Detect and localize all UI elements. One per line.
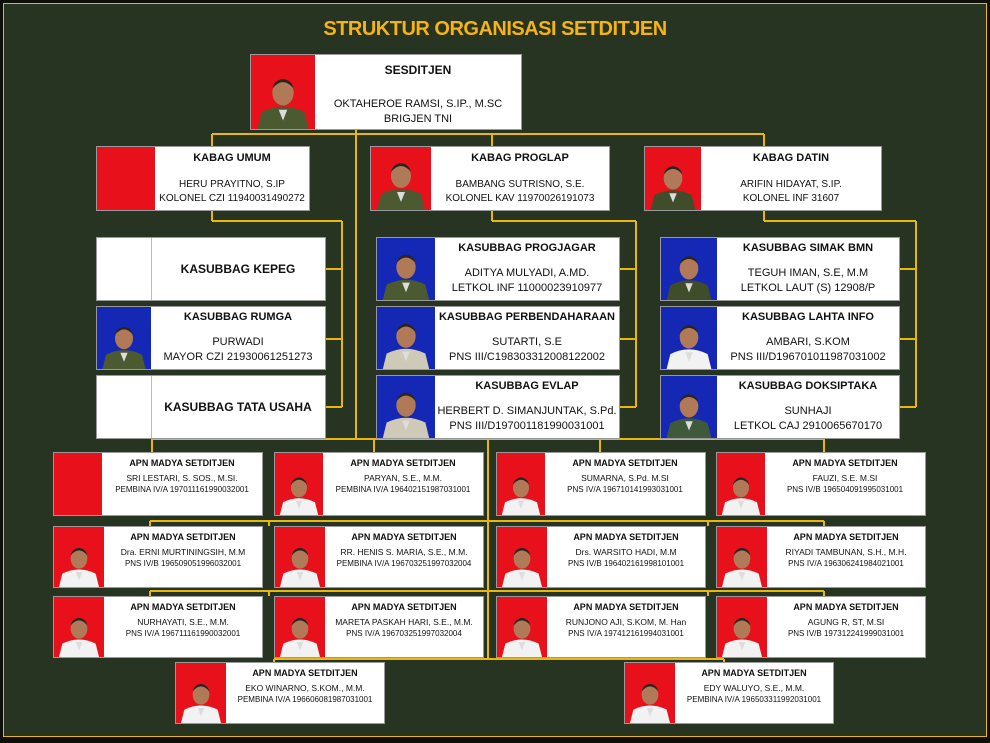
portrait-photo: [661, 307, 717, 369]
person-info: [547, 597, 705, 657]
person-info: [315, 55, 521, 129]
box-kasubbag-lahta-info: [660, 306, 900, 370]
person-info: [155, 147, 309, 210]
person-name: HERU PRAYITNO, S.IP: [179, 179, 285, 190]
person-info: [701, 147, 881, 210]
person-name: ARIFIN HIDAYAT, S.IP.: [740, 179, 842, 190]
box-kasubbag-progjagar: [376, 237, 620, 301]
portrait-photo: [645, 147, 701, 210]
person-name: PURWADI: [212, 336, 264, 348]
position-label: APN MADYA SETDITJEN: [350, 458, 456, 468]
portrait-photo: [371, 147, 431, 210]
position-label: APN MADYA SETDITJEN: [573, 602, 679, 612]
position-label: APN MADYA SETDITJEN: [701, 668, 807, 678]
person-rank: PNS IV/B 196402161998101001: [567, 559, 685, 568]
person-name: FAUZI, S.E. M.SI: [812, 473, 878, 483]
person-info: [102, 453, 262, 515]
position-label: APN MADYA SETDITJEN: [793, 532, 899, 542]
person-name: SUNHAJI: [784, 405, 832, 417]
person-rank: PNS IV/A 196711161990032001: [125, 629, 241, 638]
person-rank: PNS III/D196701011987031002: [730, 351, 886, 363]
position-label: APN MADYA SETDITJEN: [793, 602, 899, 612]
person-name: OKTAHEROE RAMSI, S.IP., M.SC: [333, 98, 503, 110]
person-info: [431, 147, 609, 210]
portrait-photo: [275, 527, 325, 587]
person-rank: MAYOR CZI 21930061251273: [163, 351, 313, 363]
portrait-photo: [717, 597, 767, 657]
person-rank: PNS IV/A 196306241984021001: [788, 559, 904, 568]
person-info: [325, 597, 483, 657]
person-info: [104, 527, 262, 587]
person-info: [767, 527, 925, 587]
position-label: KABAG PROGLAP: [471, 152, 569, 164]
position-label: KASUBBAG PROGJAGAR: [458, 242, 596, 254]
box-apn-5: [53, 526, 263, 588]
portrait-photo: [97, 307, 151, 369]
box-apn-8: [716, 526, 926, 588]
position-label: KABAG UMUM: [193, 152, 271, 164]
person-rank: PNS IV/B 196504091995031001: [786, 485, 904, 494]
box-apn-12: [716, 596, 926, 658]
position-label: APN MADYA SETDITJEN: [130, 532, 236, 542]
position-label: KASUBBAG EVLAP: [475, 380, 579, 392]
person-rank: KOLONEL KAV 11970026191073: [445, 193, 595, 204]
box-kasubbag-perbendaharaan: [376, 306, 620, 370]
box-kabag-umum: [96, 146, 310, 211]
person-rank: BRIGJEN TNI: [383, 113, 453, 125]
person-rank: PEMBINA IV/A 196402151987031001: [335, 485, 471, 494]
person-name: PARYAN, S.E., M.M.: [364, 473, 442, 483]
position-label: APN MADYA SETDITJEN: [573, 532, 679, 542]
box-apn-11: [496, 596, 706, 658]
box-sesditjen: [250, 54, 522, 130]
box-apn-9: [53, 596, 263, 658]
person-info: [325, 527, 483, 587]
person-rank: PEMBINA IV/A 196606081987031001: [237, 695, 373, 704]
position-label: KASUBBAG KEPEG: [180, 262, 296, 276]
portrait-photo: [54, 527, 104, 587]
person-name: RUNJONO AJI, S.KOM, M. Han: [565, 617, 687, 627]
position-label: APN MADYA SETDITJEN: [351, 602, 457, 612]
portrait-photo: [625, 663, 675, 723]
position-label: APN MADYA SETDITJEN: [252, 668, 358, 678]
portrait-photo: [251, 55, 315, 129]
person-rank: PNS III/D197001181990031001: [449, 420, 605, 432]
person-info: [767, 597, 925, 657]
person-rank: PNS IV/A 197412161994031001: [568, 629, 684, 638]
portrait-photo: [497, 597, 547, 657]
box-apn-3: [496, 452, 706, 516]
person-info: [547, 527, 705, 587]
person-rank: PNS IV/A 196710141993031001: [567, 485, 683, 494]
person-rank: PEMBINA IV/A 196503311992031001: [686, 695, 822, 704]
person-name: MARETA PASKAH HARI, S.E., M.M.: [335, 617, 473, 627]
position-label: KASUBBAG PERBENDAHARAAN: [438, 311, 615, 323]
position-label: KABAG DATIN: [752, 152, 830, 164]
position-label: APN MADYA SETDITJEN: [351, 532, 457, 542]
box-kasubbag-doksiptaka: [660, 375, 900, 439]
person-name: BAMBANG SUTRISNO, S.E.: [455, 179, 585, 190]
box-kasubbag-tata-usaha: [96, 375, 326, 439]
person-info: [151, 376, 325, 438]
portrait-photo: [176, 663, 226, 723]
box-apn-14: [624, 662, 834, 724]
position-label: KASUBBAG SIMAK BMN: [742, 242, 874, 254]
person-name: ADITYA MULYADI, A.MD.: [464, 267, 590, 279]
person-name: AGUNG R, ST, M.SI: [807, 617, 885, 627]
portrait-photo: [275, 453, 323, 515]
person-rank: PNS IV/B 197312241999031001: [787, 629, 905, 638]
position-label: KASUBBAG RUMGA: [183, 311, 293, 323]
box-kasubbag-kepeg: [96, 237, 326, 301]
person-info: [151, 307, 325, 369]
box-apn-4: [716, 452, 926, 516]
person-info: [717, 376, 899, 438]
person-name: AMBARI, S.KOM: [766, 336, 850, 348]
portrait-photo: [54, 453, 102, 515]
person-rank: PNS IV/A 196703251997032004: [346, 629, 462, 638]
portrait-photo: [54, 597, 104, 657]
person-rank: KOLONEL INF 31607: [742, 193, 840, 204]
position-label: KASUBBAG DOKSIPTAKA: [738, 380, 878, 392]
portrait-photo: [377, 307, 435, 369]
portrait-photo: [275, 597, 325, 657]
portrait-photo: [661, 238, 717, 300]
position-label: APN MADYA SETDITJEN: [130, 602, 236, 612]
box-kasubbag-evlap: [376, 375, 620, 439]
person-info: [675, 663, 833, 723]
box-apn-6: [274, 526, 484, 588]
box-kasubbag-simak-bmn: [660, 237, 900, 301]
person-name: Drs. WARSITO HADI, M.M: [575, 547, 677, 557]
person-name: TEGUH IMAN, S.E, M.M: [747, 267, 869, 279]
box-kabag-proglap: [370, 146, 610, 211]
person-name: SUTARTI, S.E: [492, 336, 562, 348]
person-info: [104, 597, 262, 657]
person-rank: LETKOL CAJ 2910065670170: [733, 420, 883, 432]
org-chart: [3, 3, 987, 737]
position-label: APN MADYA SETDITJEN: [129, 458, 235, 468]
position-label: SESDITJEN: [384, 63, 452, 77]
box-apn-1: [53, 452, 263, 516]
portrait-photo: [497, 527, 547, 587]
person-name: EDY WALUYO, S.E., M.M.: [703, 683, 805, 693]
person-rank: PEMBINA IV/A 196703251997032004: [336, 559, 472, 568]
position-label: KASUBBAG TATA USAHA: [164, 400, 312, 414]
portrait-photo: [377, 238, 435, 300]
portrait-photo: [717, 527, 767, 587]
position-label: APN MADYA SETDITJEN: [792, 458, 898, 468]
chart-title: STRUKTUR ORGANISASI SETDITJEN: [323, 18, 667, 40]
person-info: [765, 453, 925, 515]
person-info: [151, 238, 325, 300]
portrait-photo: [717, 453, 765, 515]
position-label: KASUBBAG LAHTA INFO: [742, 311, 874, 323]
person-name: HERBERT D. SIMANJUNTAK, S.Pd.: [437, 405, 617, 417]
person-info: [717, 307, 899, 369]
person-rank: PNS III/C198303312008122002: [449, 351, 605, 363]
person-rank: LETKOL LAUT (S) 12908/P: [740, 282, 876, 294]
person-name: Dra. ERNI MURTININGSIH, M.M: [120, 547, 246, 557]
box-apn-13: [175, 662, 385, 724]
person-info: [323, 453, 483, 515]
person-rank: PEMBINA IV/A 197011161990032001: [115, 485, 249, 494]
position-label: APN MADYA SETDITJEN: [572, 458, 678, 468]
portrait-photo: [661, 376, 717, 438]
person-name: SUMARNA, S.Pd. M.SI: [581, 473, 669, 483]
box-apn-7: [496, 526, 706, 588]
person-info: [717, 238, 899, 300]
person-name: RR. HENIS S. MARIA, S.E., M.M.: [340, 547, 468, 557]
person-rank: LETKOL INF 11000023910977: [451, 282, 603, 294]
person-info: [435, 307, 619, 369]
person-info: [545, 453, 705, 515]
box-apn-2: [274, 452, 484, 516]
person-info: [435, 376, 619, 438]
portrait-photo: [497, 453, 545, 515]
box-kabag-datin: [644, 146, 882, 211]
box-kasubbag-rumga: [96, 306, 326, 370]
person-rank: KOLONEL CZI 11940031490272: [159, 193, 305, 204]
person-name: SRI LESTARI, S. SOS., M.SI.: [126, 473, 238, 483]
person-name: RIYADI TAMBUNAN, S.H., M.H.: [785, 547, 907, 557]
person-name: NURHAYATI, S.E., M.M.: [137, 617, 229, 627]
person-name: EKO WINARNO, S.KOM., M.M.: [245, 683, 365, 693]
portrait-photo: [97, 147, 155, 210]
person-info: [226, 663, 384, 723]
person-rank: PNS IV/B 196509051996032001: [124, 559, 242, 568]
person-info: [435, 238, 619, 300]
portrait-photo: [377, 376, 435, 438]
box-apn-10: [274, 596, 484, 658]
